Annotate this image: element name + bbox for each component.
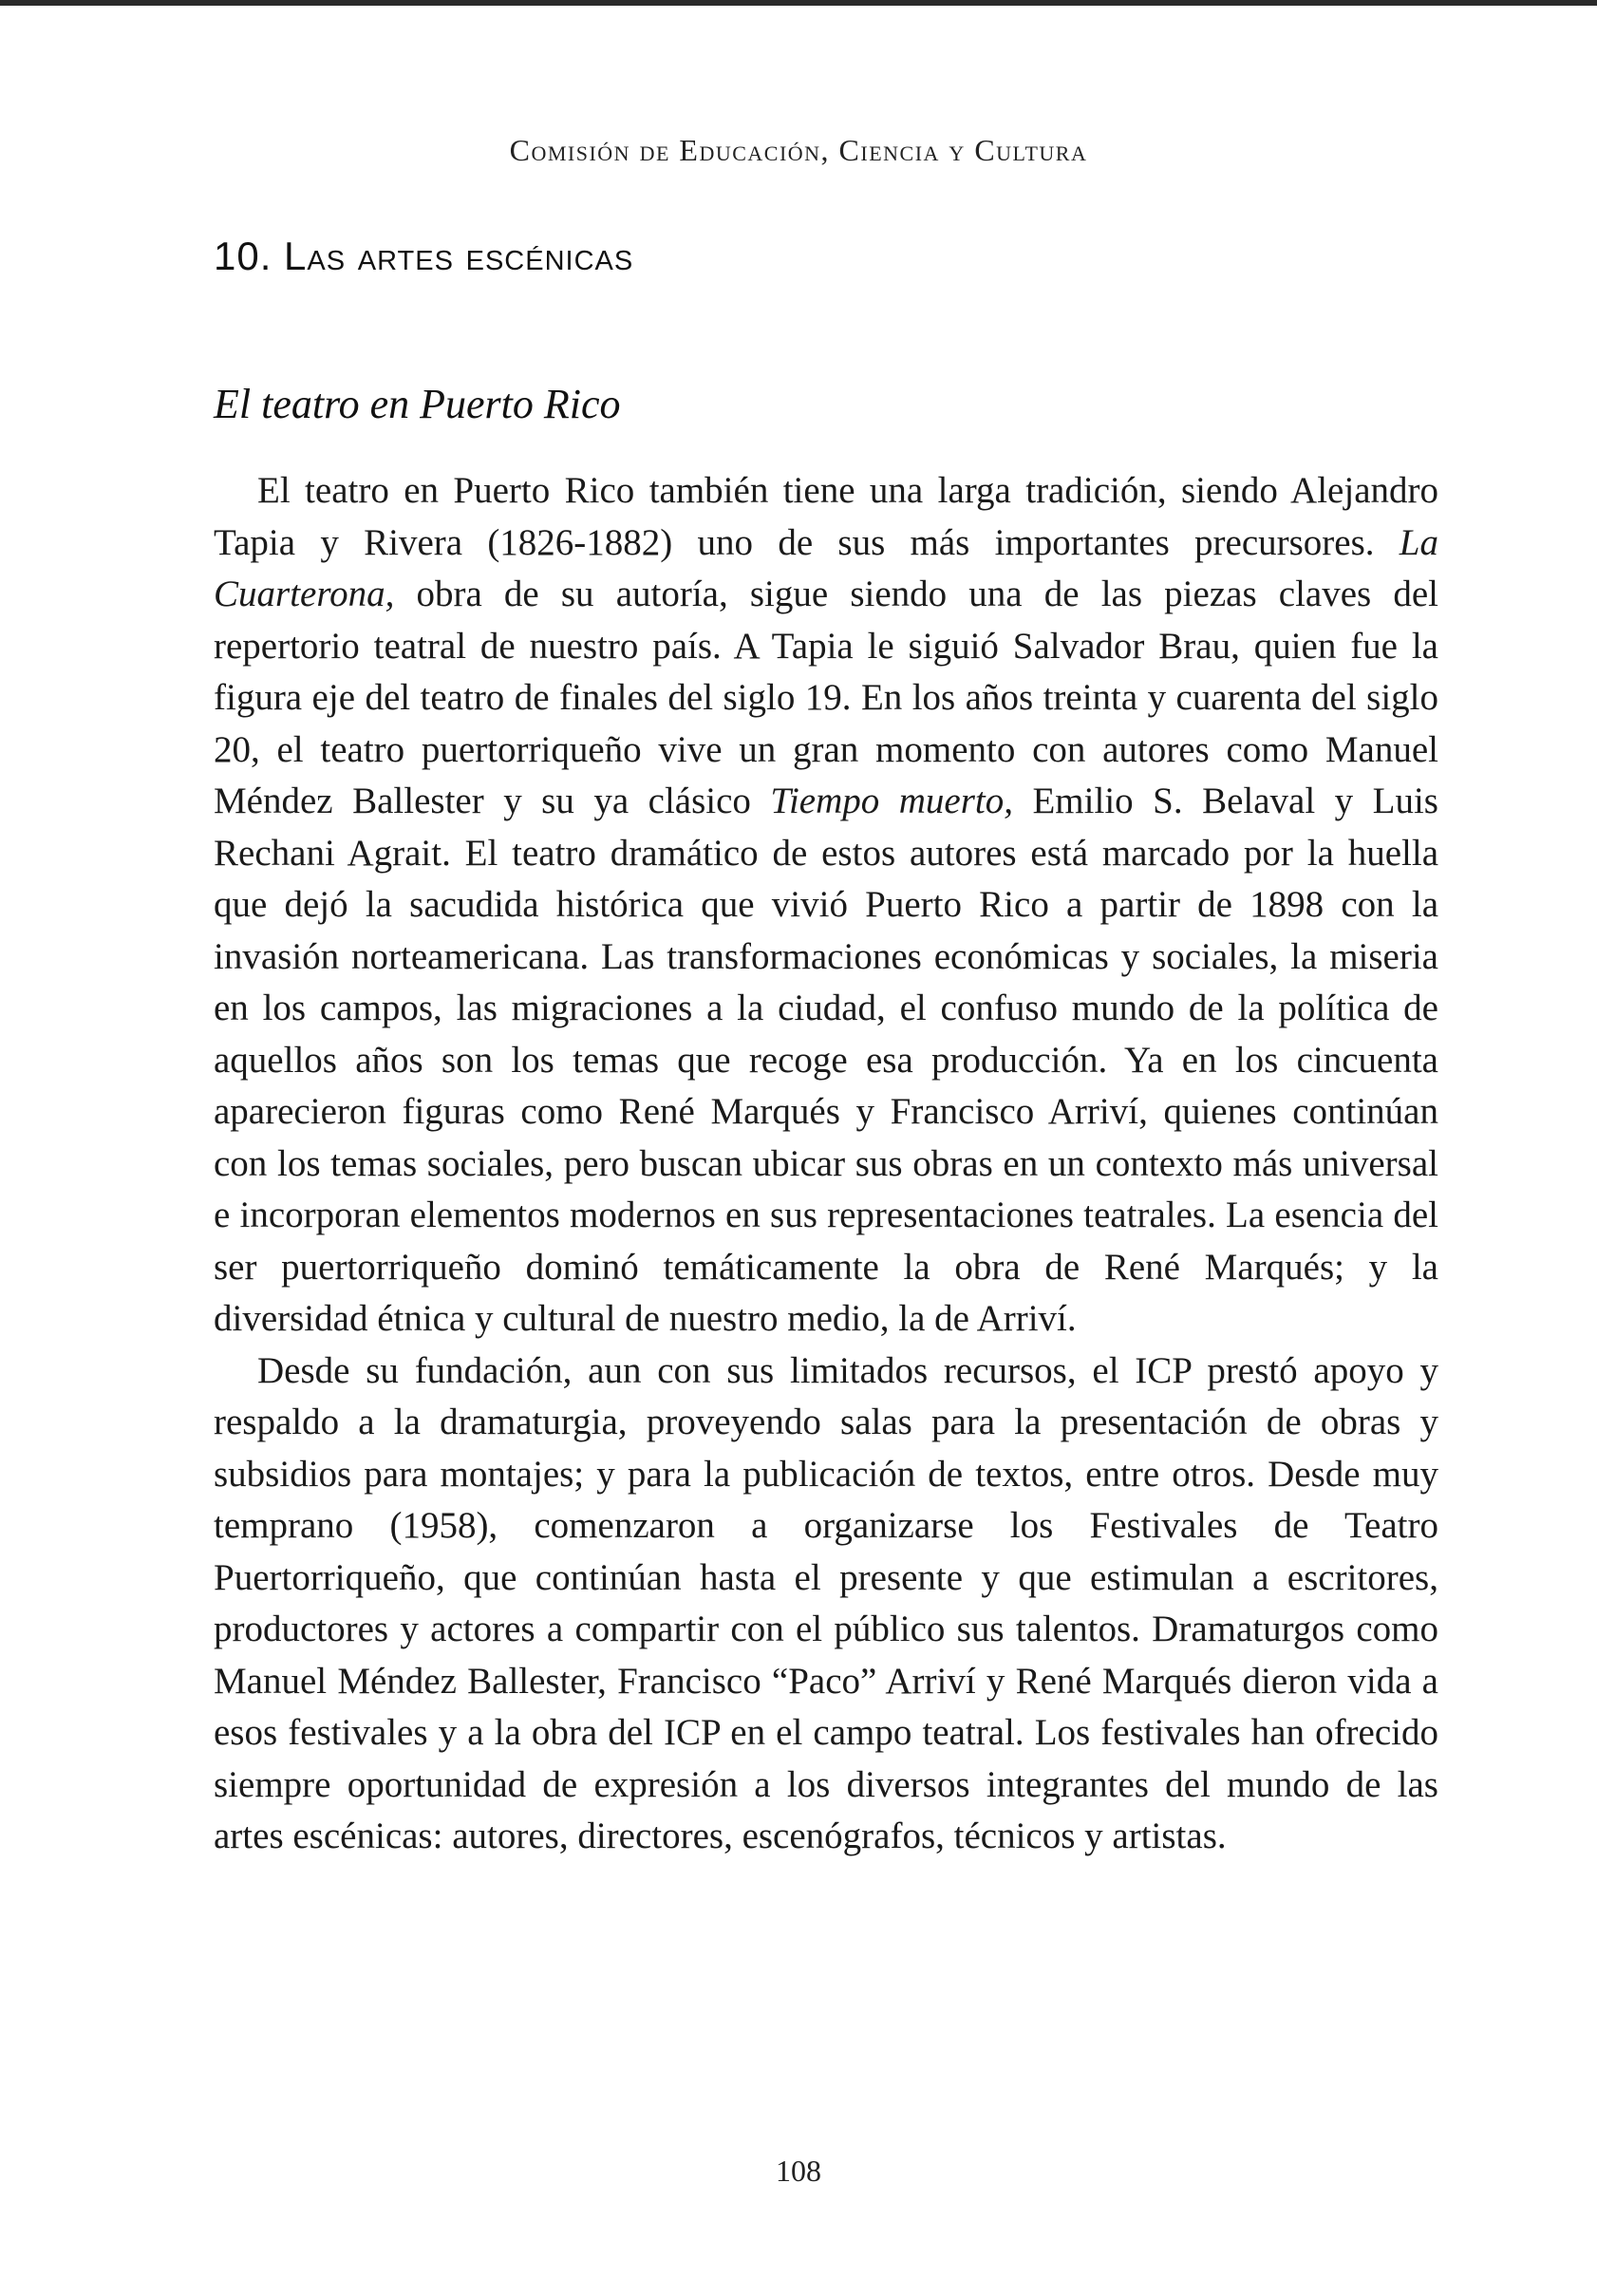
running-header: Comisión de Educación, Ciencia y Cultura <box>509 133 1088 167</box>
page-number: 108 <box>776 2154 821 2188</box>
paragraph-1-part-b: obra de su autoría, sigue siendo una de las piezas claves del repertorio teatral de nuestro país. A Tapia le siguió Salvador Brau, quien fue la figura eje del teatro de finales del siglo 19. En los años treinta y cuarenta del siglo 20, el teatro puertorriqueño vive un gran momento con autores como Manuel Méndez Ballester y su ya clásico <box>214 574 1438 821</box>
work-title-tiempo-muerto: Tiempo muerto, <box>770 781 1013 821</box>
body-text <box>214 465 1438 1863</box>
chapter-title: 10. Las artes escénicas <box>214 234 634 278</box>
paragraph-1-part-c: Emilio S. Belaval y Luis Rechani Agrait. El teatro dramático de estos autores está marcado por la huella que dejó la sacudida histórica que vivió Puerto Rico a partir de 1898 con la invasión norteamericana. Las transformaciones económicas y sociales, la miseria en los campos, las migraciones a la ciudad, el confuso mundo de la política de aquellos años son los temas que recoge esa producción. Ya en los cincuenta aparecieron figuras como René Marqués y Francisco Arriví, quienes continúan con los temas sociales, pero buscan ubicar sus obras en un contexto más universal e incorporan elementos modernos en sus representaciones teatrales. La esencia del ser puertorriqueño dominó temáticamente la obra de René Marqués; y la diversidad étnica y cultural de nuestro medio, la de Arriví. <box>214 781 1438 1339</box>
paragraph-1-part-a: El teatro en Puerto Rico también tiene una larga tradición, siendo Alejandro Tapia y Rivera (1826-1882) uno de sus más importantes precursores. <box>214 470 1438 563</box>
section-title: El teatro en Puerto Rico <box>214 381 621 427</box>
work-title-la-cuarterona: La Cuarterona, <box>214 521 1438 614</box>
paragraph-1 <box>214 465 1438 1346</box>
page-top-edge <box>0 0 1597 6</box>
paragraph-2: Desde su fundación, aun con sus limitados recursos, el ICP prestó apoyo y respaldo a la dramaturgia, proveyendo salas para la presentación de obras y subsidios para montajes; y para la publicación de textos, entre otros. Desde muy temprano (1958), comenzaron a organizarse los Festivales de Teatro Puertorriqueño, que continúan hasta el presente y que estimulan a escritores, productores y actores a compartir con el público sus talentos. Dramaturgos como Manuel Méndez Ballester, Francisco “Paco” Arriví y René Marqués dieron vida a esos festivales y a la obra del ICP en el campo teatral. Los festivales han ofrecido siempre oportunidad de expresión a los diversos integrantes del mundo de las artes escénicas: autores, directores, escenógrafos, técnicos y artistas. <box>214 1349 1438 1856</box>
